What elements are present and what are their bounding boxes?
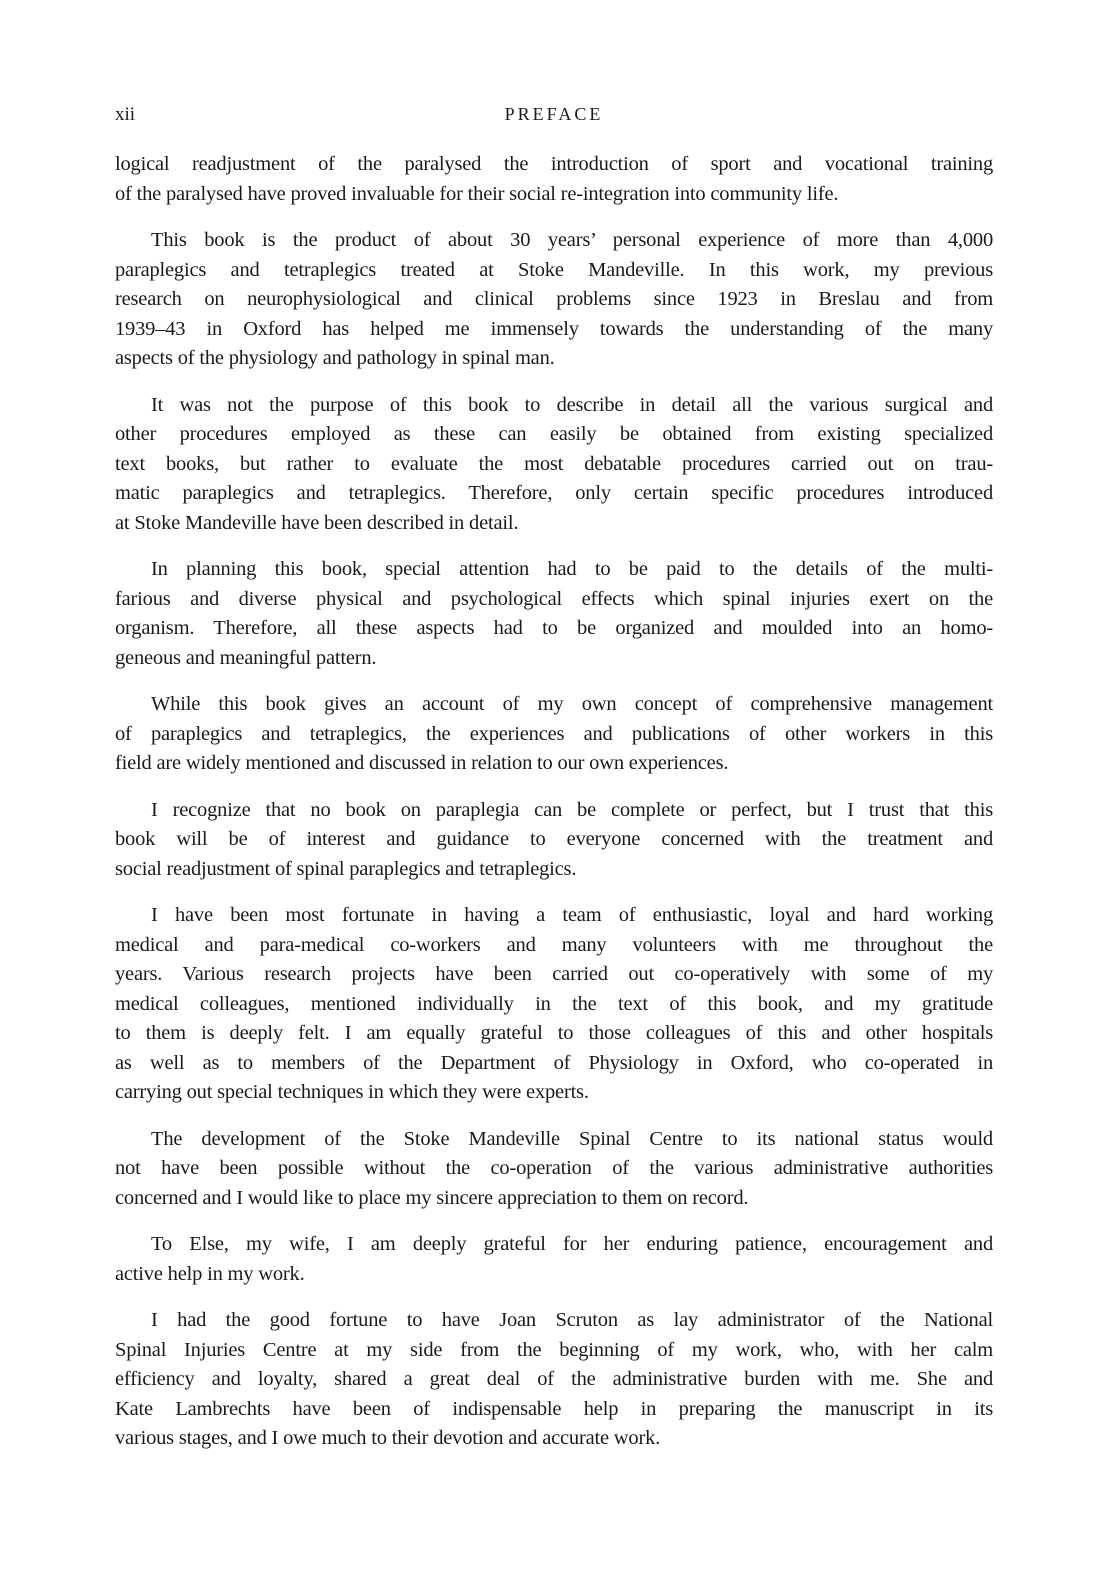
body-text [115,150,993,1454]
text-line: book will be of interest and guidance to everyone concerned with the treatment and [115,828,993,850]
text-line: Kate Lambrechts have been of indispensable help in preparing the manuscript in its [115,1397,993,1420]
text-line: The development of the Stoke Mandeville Spinal Centre to its national status would [151,1127,993,1150]
text-line: 1939–43 in Oxford has helped me immensely towards the understanding of the many [115,317,993,340]
text-line: as well as to members of the Department of Physiology in Oxford, who co-operated in [115,1051,993,1074]
text-line: This book is the product of about 30 years’ personal experience of more than 4,000 [151,229,993,251]
text-line: organism. Therefore, all these aspects had to be organized and moulded into an homo- [115,617,993,639]
text-line: medical colleagues, mentioned individually in the text of this book, and my gratitude [115,992,993,1015]
paragraph [115,796,993,885]
paragraph [115,1125,993,1214]
text-line: social readjustment of spinal paraplegics and tetraplegics. [115,857,577,880]
paragraph [115,555,993,673]
text-line: aspects of the physiology and pathology in spinal man. [115,347,555,369]
text-line: I had the good fortune to have Joan Scruton as lay administrator of the National [151,1309,993,1331]
text-line: to them is deeply felt. I am equally grateful to those colleagues of this and other hospitals [115,1022,993,1044]
text-line: text books, but rather to evaluate the most debatable procedures carried out on trau- [115,452,993,475]
text-line: research on neurophysiological and clinical problems since 1923 in Breslau and from [115,288,993,310]
paragraph [115,1230,993,1289]
text-line: other procedures employed as these can easily be obtained from existing specialized [115,423,993,445]
paragraph [115,391,993,539]
text-line: I recognize that no book on paraplegia can be complete or perfect, but I trust that this [151,798,993,821]
page-number: xii [115,104,136,125]
text-line: logical readjustment of the paralysed the introduction of sport and vocational training [115,153,993,175]
text-line: paraplegics and tetraplegics treated at Stoke Mandeville. In this work, my previous [115,258,993,281]
text-line: geneous and meaningful pattern. [115,646,377,669]
text-line: various stages, and I owe much to their devotion and accurate work. [115,1427,661,1449]
text-line: of paraplegics and tetraplegics, the experiences and publications of other workers in this [115,722,993,745]
book-page [115,100,993,1471]
running-head [115,100,993,130]
paragraph [115,690,993,779]
text-line: concerned and I would like to place my sincere appreciation to them on record. [115,1186,749,1209]
text-line: Spinal Injuries Centre at my side from the beginning of my work, who, with her calm [115,1338,993,1361]
text-line: at Stoke Mandeville have been described in detail. [115,511,519,534]
text-line: years. Various research projects have been carried out co-operatively with some of my [115,963,993,985]
text-line: of the paralysed have proved invaluable for their social re-integration into community life. [115,182,839,205]
text-line: matic paraplegics and tetraplegics. Therefore, only certain specific procedures introduced [115,482,993,504]
text-line: carrying out special techniques in which they were experts. [115,1081,589,1103]
paragraph [115,1306,993,1454]
text-line: efficiency and loyalty, shared a great deal of the administrative burden with me. She and [115,1368,993,1390]
text-line: medical and para-medical co-workers and many volunteers with me throughout the [115,933,993,956]
text-line: To Else, my wife, I am deeply grateful for her enduring patience, encouragement and [151,1233,993,1255]
paragraph-continued [115,150,993,209]
text-line: farious and diverse physical and psychological effects which spinal injuries exert on the [115,587,993,610]
text-line: active help in my work. [115,1262,305,1285]
text-line: field are widely mentioned and discussed in relation to our own experiences. [115,752,729,774]
text-line: While this book gives an account of my own concept of comprehensive management [151,693,993,715]
paragraph [115,226,993,374]
text-line: not have been possible without the co-operation of the various administrative authorities [115,1157,993,1179]
running-title: PREFACE [504,104,604,124]
text-line: I have been most fortunate in having a team of enthusiastic, loyal and hard working [151,904,993,926]
paragraph [115,901,993,1108]
text-line: In planning this book, special attention had to be paid to the details of the multi- [151,558,993,580]
text-line: It was not the purpose of this book to describe in detail all the various surgical and [151,393,993,416]
